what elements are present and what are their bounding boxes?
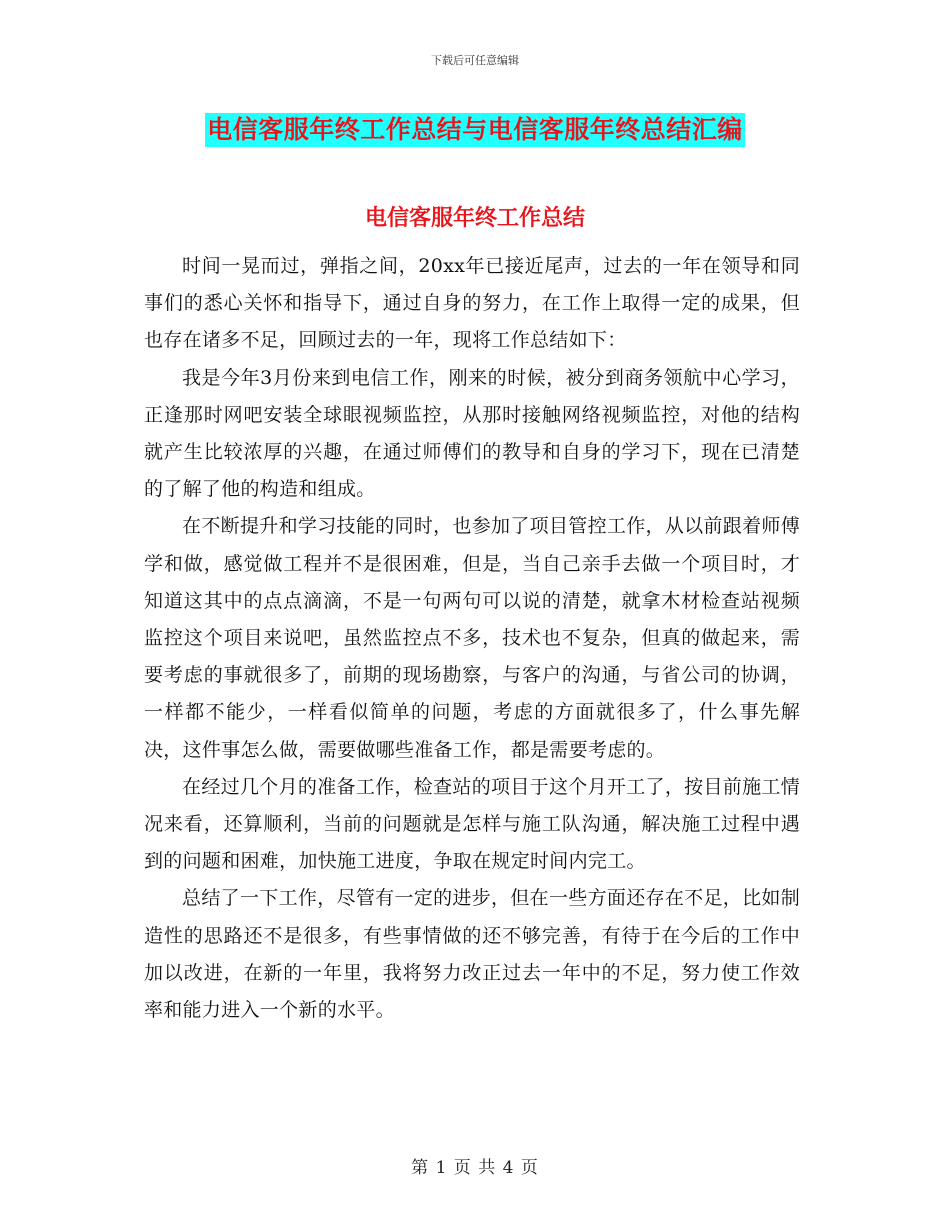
paragraph: 在经过几个月的准备工作，检查站的项目于这个月开工了，按目前施工情况来看，还算顺利，当前的问题就是怎样与施工队沟通，解决施工过程中遇到的问题和困难，加快施工进度，争取在规定时间内完工。 xyxy=(144,775,800,873)
document-body xyxy=(144,248,800,1029)
section-title: 电信客服年终工作总结 xyxy=(364,205,585,231)
main-title-container xyxy=(0,113,950,147)
paragraph: 我是今年3月份来到电信工作，刚来的时候，被分到商务领航中心学习，正逢那时网吧安装全球眼视频监控，从那时接触网络视频监控，对他的结构就产生比较浓厚的兴趣，在通过师傅们的教导和自身的学习下，现在已清楚的了解了他的构造和组成。 xyxy=(144,366,800,501)
paragraph: 总结了一下工作，尽管有一定的进步，但在一些方面还存在不足，比如制造性的思路还不是很多，有些事情做的还不够完善，有待于在今后的工作中加以改进，在新的一年里，我将努力改正过去一年中的不足，努力使工作效率和能力进入一个新的水平。 xyxy=(144,887,800,1022)
page-number: 第 1 页 共 4 页 xyxy=(411,1158,539,1178)
main-title: 电信客服年终工作总结与电信客服年终总结汇编 xyxy=(205,113,745,147)
paragraph: 在不断提升和学习技能的同时，也参加了项目管控工作，从以前跟着师傅学和做，感觉做工程并不是很困难，但是，当自己亲手去做一个项目时，才知道这其中的点点滴滴，不是一句两句可以说的清楚，就拿木材检查站视频监控这个项目来说吧，虽然监控点不多，技术也不复杂，但真的做起来，需要考虑的事就很多了，前期的现场勘察，与客户的沟通，与省公司的协调，一样都不能少，一样看似简单的问题，考虑的方面就很多了，什么事先解决，这件事怎么做，需要做哪些准备工作，都是需要考虑的。 xyxy=(144,515,800,761)
paragraph: 时间一晃而过，弹指之间，20xx年已接近尾声，过去的一年在领导和同事们的悉心关怀和指导下，通过自身的努力，在工作上取得一定的成果，但也存在诸多不足，回顾过去的一年，现将工作总结如下： xyxy=(144,255,800,352)
page-header-note: 下载后可任意编辑 xyxy=(431,54,519,67)
